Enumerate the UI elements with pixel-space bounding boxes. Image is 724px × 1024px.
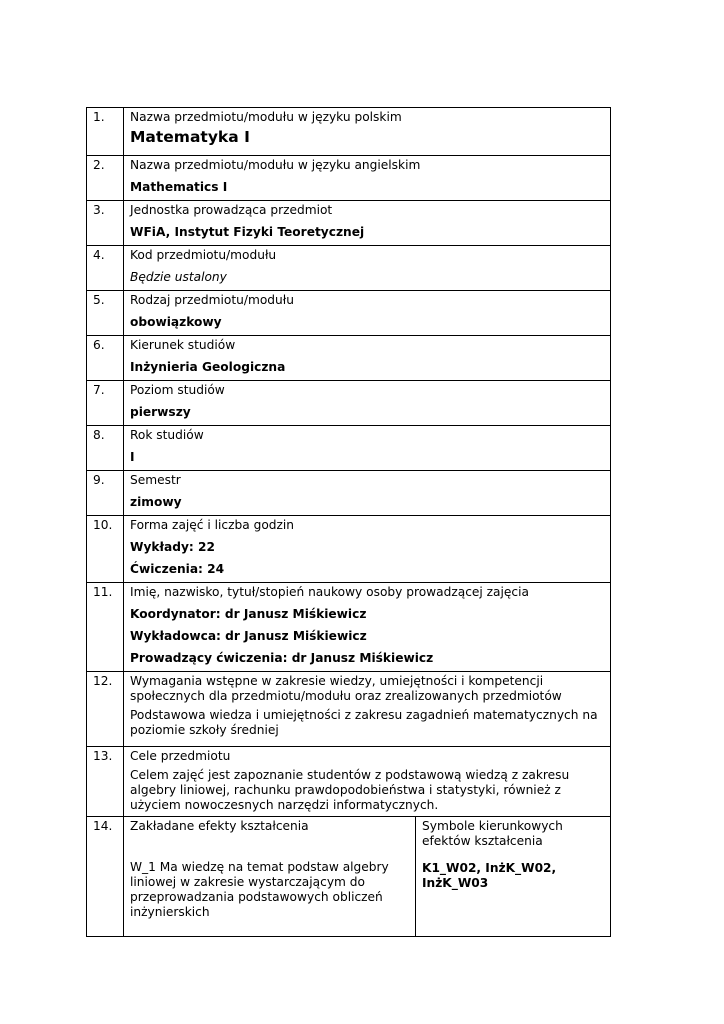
field-label: Kod przedmiotu/modułu [130, 248, 277, 262]
course-type-value: obowiązkowy [130, 315, 222, 329]
field-label: Jednostka prowadząca przedmiot [130, 203, 333, 217]
row-number: 10. [87, 516, 124, 583]
row-8 [87, 426, 611, 471]
row-5 [87, 291, 611, 336]
exercise-instructor: Prowadzący ćwiczenia: dr Janusz Miśkiewicz [130, 651, 434, 665]
field-label: Kierunek studiów [130, 338, 236, 352]
outcome-symbols: K1_W02, InżK_W02, InżK_W03 [422, 861, 557, 890]
unit-value: WFiA, Instytut Fizyki Teoretycznej [130, 225, 365, 239]
row-number: 4. [87, 246, 124, 291]
field-label: Forma zajęć i liczba godzin [130, 518, 295, 532]
row-6 [87, 336, 611, 381]
field-label: Wymagania wstępne w zakresie wiedzy, umiejętności i kompetencji społecznych dla przedmiotu/modułu oraz zrealizowanych przedmiotów [130, 674, 562, 703]
learning-outcome: W_1 Ma wiedzę na temat podstaw algebry liniowej w zakresie wystarczającym do przeprowadzania podstawowych obliczeń inżynierskich [130, 860, 389, 919]
row-number: 11. [87, 583, 124, 672]
row-number: 2. [87, 156, 124, 201]
field-label: Poziom studiów [130, 383, 225, 397]
row-number: 8. [87, 426, 124, 471]
field-label: Imię, nazwisko, tytuł/stopień naukowy osoby prowadzącej zajęcia [130, 585, 529, 599]
row-number: 7. [87, 381, 124, 426]
row-9 [87, 471, 611, 516]
lecturer: Wykładowca: dr Janusz Miśkiewicz [130, 629, 367, 643]
study-level-value: pierwszy [130, 405, 191, 419]
semester-value: zimowy [130, 495, 182, 509]
row-14 [87, 817, 611, 937]
row-7 [87, 381, 611, 426]
row-number: 1. [87, 108, 124, 156]
field-label: Nazwa przedmiotu/modułu w języku angielskim [130, 158, 421, 172]
row-12 [87, 672, 611, 747]
row-number: 14. [87, 817, 124, 937]
syllabus-table [86, 107, 611, 937]
row-1 [87, 108, 611, 156]
row-11 [87, 583, 611, 672]
field-label: Nazwa przedmiotu/modułu w języku polskim [130, 110, 402, 124]
field-of-study-value: Inżynieria Geologiczna [130, 360, 286, 374]
row-2 [87, 156, 611, 201]
course-code-value: Będzie ustalony [130, 270, 227, 284]
course-name-en: Mathematics I [130, 180, 228, 194]
prerequisites-value: Podstawowa wiedza i umiejętności z zakresu zagadnień matematycznych na poziomie szkoły średniej [130, 708, 598, 737]
field-label: Semestr [130, 473, 181, 487]
row-number: 9. [87, 471, 124, 516]
symbols-label: Symbole kierunkowych efektów kształcenia [422, 819, 563, 848]
row-13 [87, 747, 611, 817]
row-4 [87, 246, 611, 291]
row-number: 13. [87, 747, 124, 817]
course-name-pl: Matematyka I [130, 128, 250, 146]
row-3 [87, 201, 611, 246]
field-label: Zakładane efekty kształcenia [130, 819, 309, 833]
row-10 [87, 516, 611, 583]
field-label: Rok studiów [130, 428, 204, 442]
row-number: 3. [87, 201, 124, 246]
field-label: Cele przedmiotu [130, 749, 231, 763]
exercise-hours: Ćwiczenia: 24 [130, 562, 225, 576]
row-number: 6. [87, 336, 124, 381]
field-label: Rodzaj przedmiotu/modułu [130, 293, 294, 307]
course-goals-value: Celem zajęć jest zapoznanie studentów z podstawową wiedzą z zakresu algebry liniowej, rachunku prawdopodobieństwa i statystyki, również z użyciem nowoczesnych narzędzi informatycznych. [130, 768, 570, 812]
row-number: 5. [87, 291, 124, 336]
coordinator: Koordynator: dr Janusz Miśkiewicz [130, 607, 367, 621]
lecture-hours: Wykłady: 22 [130, 540, 215, 554]
row-number: 12. [87, 672, 124, 747]
study-year-value: I [130, 450, 135, 464]
